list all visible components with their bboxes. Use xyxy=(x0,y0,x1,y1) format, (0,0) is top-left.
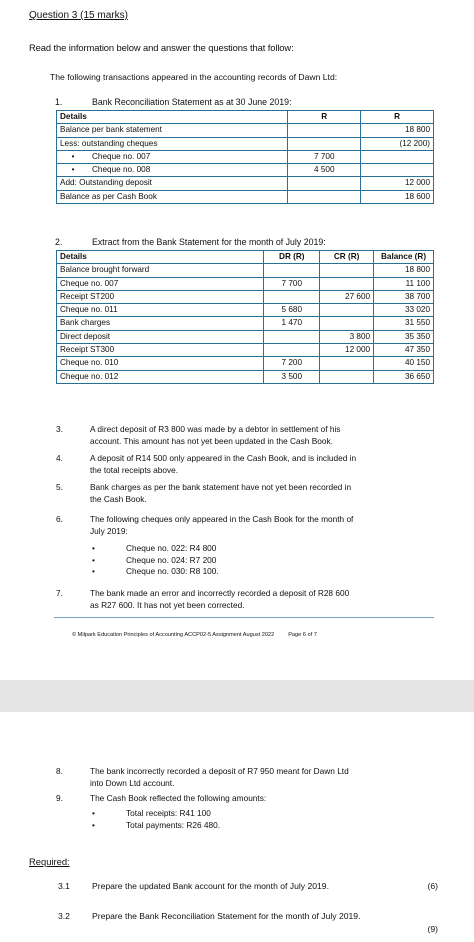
cell-r2: 18 800 xyxy=(361,124,434,137)
cell-r1 xyxy=(288,137,361,150)
section-1-number: 1. xyxy=(55,97,63,107)
table-row xyxy=(57,330,434,343)
list-item-text: Cheque no. 030: R8 100. xyxy=(126,566,219,577)
item-number: 3. xyxy=(56,424,63,434)
cell-details: Add: Outstanding deposit xyxy=(57,177,288,190)
cell-dr xyxy=(264,290,320,303)
item-line: as R27 600. It has not yet been corrected. xyxy=(90,600,245,611)
cell-r1: 4 500 xyxy=(288,164,361,177)
cell-balance: 40 150 xyxy=(374,357,434,370)
table-row xyxy=(57,264,434,277)
question-3-1 xyxy=(58,881,438,895)
cell-details: Direct deposit xyxy=(57,330,264,343)
cell-details: Balance as per Cash Book xyxy=(57,190,288,203)
table-row xyxy=(57,190,434,203)
page-gap xyxy=(0,680,474,712)
table-row xyxy=(57,177,434,190)
item-line: the total receipts above. xyxy=(90,465,179,476)
item-5 xyxy=(56,481,436,507)
question-marks: (6) xyxy=(427,881,438,891)
item-4 xyxy=(56,452,436,478)
cell-dr: 7 200 xyxy=(264,357,320,370)
list-item-text: Total payments: R26 480. xyxy=(126,819,221,830)
table-row xyxy=(57,150,434,163)
item-8 xyxy=(56,765,436,791)
table-row xyxy=(57,290,434,303)
cell-dr: 7 700 xyxy=(264,277,320,290)
item-number: 9. xyxy=(56,793,63,803)
table-header-row xyxy=(57,251,434,264)
cell-r1 xyxy=(288,177,361,190)
list-item-text: Cheque no. 022: R4 800 xyxy=(126,543,217,553)
cell-cr xyxy=(320,357,374,370)
cell-cr xyxy=(320,277,374,290)
item-line: The bank incorrectly recorded a deposit of R7 950 meant for Dawn Ltd xyxy=(90,766,349,776)
cell-r1 xyxy=(288,190,361,203)
cell-details: Cheque no. 007 xyxy=(57,277,264,290)
item-text xyxy=(90,513,353,537)
item-line: the Cash Book. xyxy=(90,494,147,505)
section-2-heading: Extract from the Bank Statement for the month of July 2019: xyxy=(92,237,326,247)
list-item xyxy=(92,566,432,578)
cell-details: Balance per bank statement xyxy=(57,124,288,137)
cell-details: Cheque no. 010 xyxy=(57,357,264,370)
item-text xyxy=(90,481,351,505)
bullet-icon: • xyxy=(71,165,75,175)
item-text xyxy=(90,423,340,447)
cell-dr: 5 680 xyxy=(264,304,320,317)
cell-details xyxy=(57,164,288,177)
cell-dr: 3 500 xyxy=(264,370,320,383)
list-item xyxy=(92,808,432,820)
bank-statement-table xyxy=(56,250,434,384)
cell-balance: 11 100 xyxy=(374,277,434,290)
col-r2: R xyxy=(361,111,434,124)
item-text xyxy=(90,587,349,611)
table-header-row xyxy=(57,111,434,124)
table-row xyxy=(57,137,434,150)
section-2-number: 2. xyxy=(55,237,63,247)
cell-r2: 18 600 xyxy=(361,190,434,203)
table-row xyxy=(57,344,434,357)
footer-divider xyxy=(54,617,434,618)
item-9-bullets xyxy=(92,808,432,831)
list-item xyxy=(92,820,432,832)
details-text: Cheque no. 008 xyxy=(92,165,151,175)
col-dr: DR (R) xyxy=(264,251,320,264)
item-line: The bank made an error and incorrectly recorded a deposit of R28 600 xyxy=(90,588,350,598)
col-cr: CR (R) xyxy=(320,251,374,264)
cell-cr xyxy=(320,264,374,277)
intro-text: The following transactions appeared in the accounting records of Dawn Ltd: xyxy=(50,72,338,82)
question-3-2 xyxy=(58,911,438,939)
cell-details: Less: outstanding cheques xyxy=(57,137,288,150)
list-item-text: Total receipts: R41 100 xyxy=(126,808,211,818)
cell-dr: 1 470 xyxy=(264,317,320,330)
item-number: 8. xyxy=(56,766,63,776)
table-row xyxy=(57,370,434,383)
bullet-icon: • xyxy=(92,819,95,830)
item-line: July 2019: xyxy=(90,526,128,537)
table-row xyxy=(57,304,434,317)
cell-details: Bank charges xyxy=(57,317,264,330)
item-text: The Cash Book reflected the following amounts: xyxy=(90,793,267,803)
item-number: 5. xyxy=(56,482,63,492)
question-marks: (9) xyxy=(427,924,438,934)
item-7 xyxy=(56,587,436,613)
cell-cr xyxy=(320,304,374,317)
item-line: into Down Ltd account. xyxy=(90,778,175,789)
cell-dr xyxy=(264,344,320,357)
cell-cr xyxy=(320,370,374,383)
footer-copyright: © Milpark Education Principles of Accounting ACCP02-5 Assignment August 2022 xyxy=(72,632,275,638)
required-heading: Required: xyxy=(29,856,70,867)
question-text: Prepare the updated Bank account for the month of July 2019. xyxy=(92,881,329,891)
col-details: Details xyxy=(57,251,264,264)
cell-details: Receipt ST300 xyxy=(57,344,264,357)
cell-r2: 12 000 xyxy=(361,177,434,190)
cell-dr xyxy=(264,330,320,343)
col-r1: R xyxy=(288,111,361,124)
cell-cr: 27 600 xyxy=(320,290,374,303)
item-text xyxy=(90,452,356,476)
item-6 xyxy=(56,513,436,539)
question-text: Prepare the Bank Reconciliation Statement for the month of July 2019. xyxy=(92,911,361,921)
item-text xyxy=(90,765,349,789)
bullet-icon: • xyxy=(92,566,95,577)
cell-dr xyxy=(264,264,320,277)
question-number: 3.2 xyxy=(58,911,70,921)
cell-balance: 36 650 xyxy=(374,370,434,383)
cell-balance: 31 550 xyxy=(374,317,434,330)
bullet-icon: • xyxy=(92,808,95,818)
instruction: Read the information below and answer the questions that follow: xyxy=(29,42,294,53)
cell-cr xyxy=(320,317,374,330)
item-line: account. This amount has not yet been updated in the Cash Book. xyxy=(90,436,333,447)
bullet-icon: • xyxy=(92,543,95,553)
bullet-icon: • xyxy=(71,151,75,161)
list-item-text: Cheque no. 024: R7 200 xyxy=(126,554,217,565)
item-number: 6. xyxy=(56,514,63,524)
cell-details xyxy=(57,150,288,163)
table-row xyxy=(57,164,434,177)
cell-details: Cheque no. 012 xyxy=(57,370,264,383)
item-number: 4. xyxy=(56,453,63,463)
cell-cr: 3 800 xyxy=(320,330,374,343)
table-row xyxy=(57,277,434,290)
cell-cr: 12 000 xyxy=(320,344,374,357)
cell-details: Cheque no. 011 xyxy=(57,304,264,317)
bank-reconciliation-table xyxy=(56,110,434,204)
item-6-bullets xyxy=(92,543,432,578)
item-3 xyxy=(56,423,436,449)
section-1-heading: Bank Reconciliation Statement as at 30 June 2019: xyxy=(92,97,292,107)
item-line: A deposit of R14 500 only appeared in the Cash Book, and is included in xyxy=(90,453,357,463)
footer xyxy=(72,632,317,638)
cell-r1 xyxy=(288,124,361,137)
question-number: 3.1 xyxy=(58,881,70,891)
page-7 xyxy=(0,712,474,942)
question-title: Question 3 (15 marks) xyxy=(29,10,128,21)
table-row xyxy=(57,317,434,330)
item-line: A direct deposit of R3 800 was made by a debtor in settlement of his xyxy=(90,424,341,434)
cell-balance: 33 020 xyxy=(374,304,434,317)
cell-r2 xyxy=(361,150,434,163)
cell-balance: 47 350 xyxy=(374,344,434,357)
cell-balance: 18 800 xyxy=(374,264,434,277)
details-text: Cheque no. 007 xyxy=(92,151,151,161)
col-balance: Balance (R) xyxy=(374,251,434,264)
cell-r2 xyxy=(361,164,434,177)
item-line: The following cheques only appeared in the Cash Book for the month of xyxy=(90,514,354,524)
table-row xyxy=(57,357,434,370)
item-line: Bank charges as per the bank statement have not yet been recorded in xyxy=(90,482,352,492)
table-row xyxy=(57,124,434,137)
cell-balance: 35 350 xyxy=(374,330,434,343)
col-details: Details xyxy=(57,111,288,124)
cell-r2: (12 200) xyxy=(361,137,434,150)
page-number: Page 6 of 7 xyxy=(288,632,317,638)
cell-details: Receipt ST200 xyxy=(57,290,264,303)
list-item xyxy=(92,555,432,567)
cell-r1: 7 700 xyxy=(288,150,361,163)
cell-balance: 38 700 xyxy=(374,290,434,303)
list-item xyxy=(92,543,432,555)
item-number: 7. xyxy=(56,588,63,598)
item-9 xyxy=(56,792,436,806)
cell-details: Balance brought forward xyxy=(57,264,264,277)
bullet-icon: • xyxy=(92,554,95,565)
